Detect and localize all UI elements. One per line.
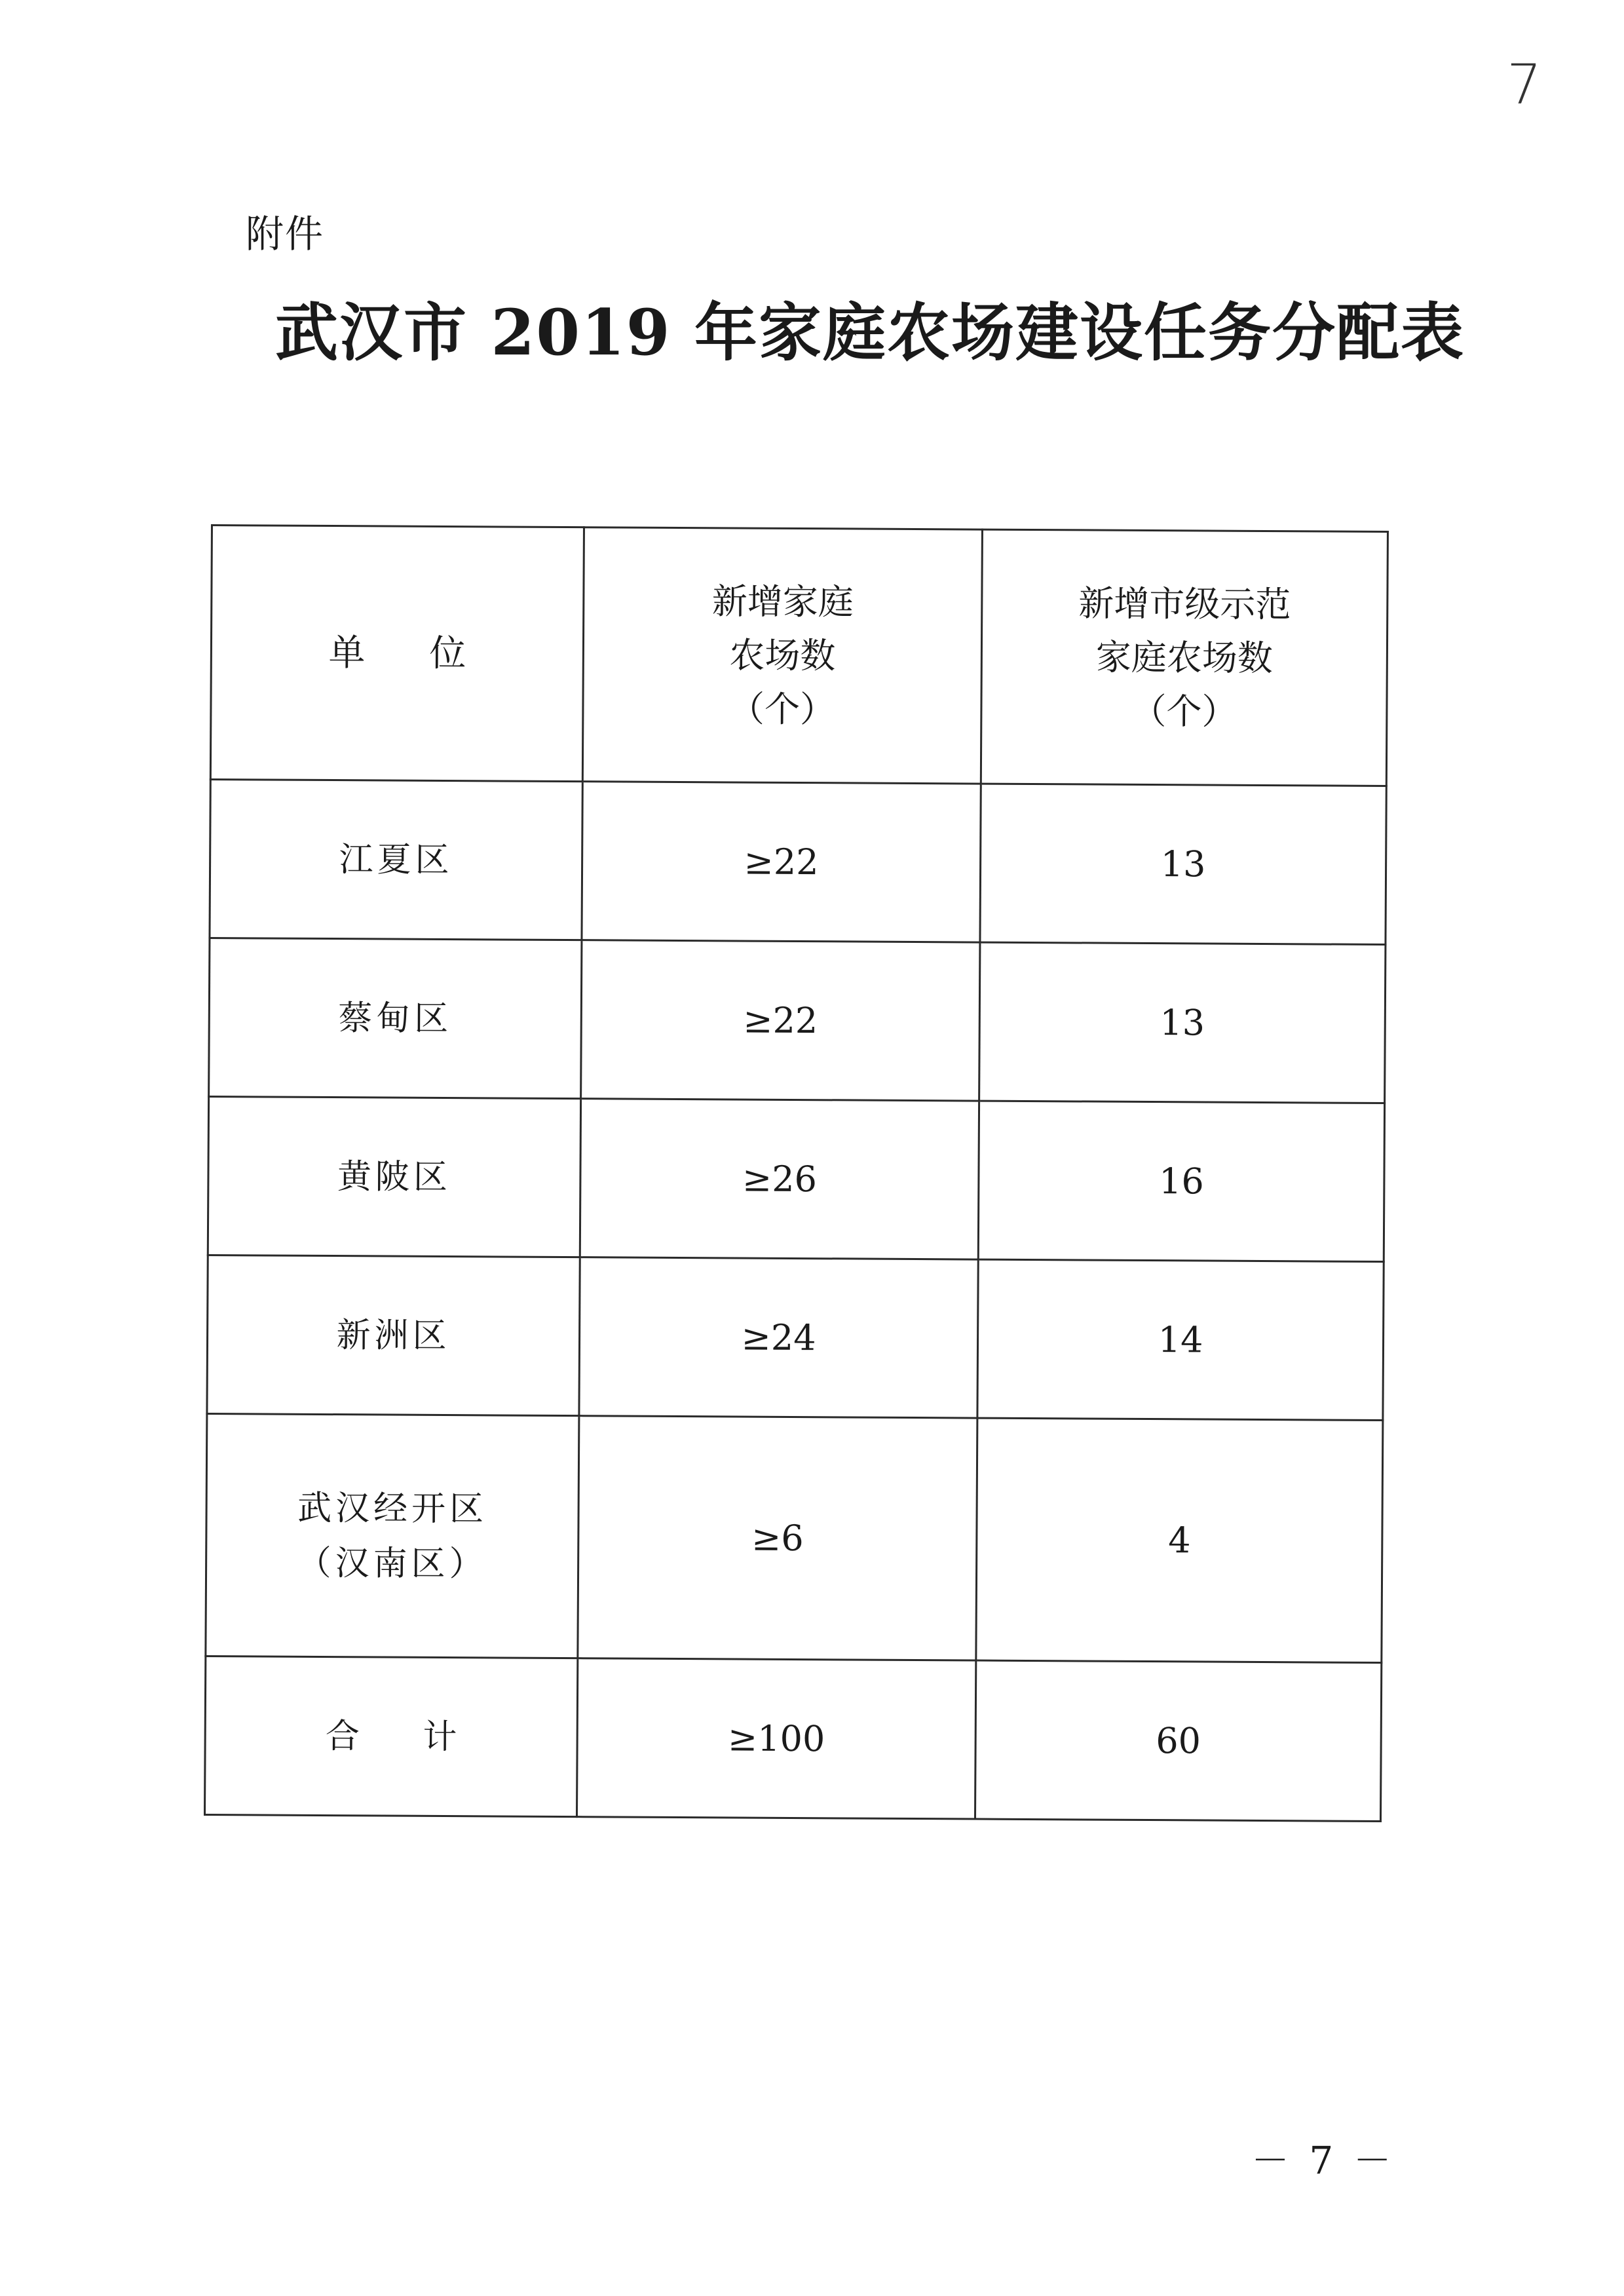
table-row	[206, 1413, 1383, 1662]
row-name	[209, 938, 582, 1098]
attachment-label: 附件	[246, 212, 325, 256]
total-new-farms: ≥100	[576, 1658, 975, 1819]
row-new-farms: ≥22	[581, 940, 980, 1101]
allocation-table-container	[204, 524, 1387, 1822]
header-unit-label: 单 位	[328, 631, 493, 675]
row-new-farms: ≥22	[582, 782, 981, 942]
row-name-line-2: （汉南区）	[297, 1543, 487, 1584]
row-name-line: 江夏区	[339, 839, 453, 880]
table-row	[208, 1096, 1384, 1261]
header-unit	[210, 526, 584, 782]
table-header-row	[210, 526, 1388, 786]
row-name	[206, 1413, 579, 1658]
row-name-line: 黄陂区	[337, 1157, 452, 1197]
total-new-demo-farms: 60	[975, 1660, 1381, 1821]
row-name-line: 蔡甸区	[338, 998, 453, 1039]
header-new-farms-line-2: 农场数	[729, 634, 836, 676]
row-new-farms: ≥24	[579, 1257, 978, 1418]
header-new-farms-line-1: 新增家庭	[711, 580, 854, 622]
table-row	[210, 780, 1386, 945]
total-name	[205, 1656, 578, 1816]
row-new-demo-farms: 13	[979, 942, 1386, 1103]
page-number: － 7 －	[1251, 2138, 1395, 2183]
header-new-farms-line-3: （个）	[728, 687, 836, 730]
row-name-line: 新洲区	[336, 1315, 451, 1356]
header-new-demo-farms-line-1: 新增市级示范	[1078, 582, 1291, 625]
allocation-table	[204, 524, 1389, 1822]
row-name	[207, 1255, 580, 1415]
row-name	[210, 780, 582, 940]
row-new-farms: ≥26	[580, 1099, 979, 1259]
row-new-demo-farms: 16	[978, 1101, 1384, 1261]
header-new-demo-farms	[981, 529, 1388, 786]
total-name-label: 合 计	[325, 1716, 483, 1757]
table-row	[209, 938, 1386, 1103]
header-new-farms	[582, 527, 982, 784]
row-new-farms: ≥6	[578, 1416, 977, 1660]
row-new-demo-farms: 13	[980, 784, 1386, 944]
document-title: 武汉市 2019 年家庭农场建设任务分配表	[275, 296, 1465, 370]
row-name-line-1: 武汉经开区	[297, 1488, 488, 1529]
table-row	[207, 1255, 1384, 1420]
header-new-demo-farms-line-3: （个）	[1131, 690, 1237, 733]
row-new-demo-farms: 4	[976, 1418, 1383, 1662]
corner-page-mark: 7	[1507, 52, 1542, 117]
row-new-demo-farms: 14	[977, 1259, 1384, 1420]
header-new-demo-farms-line-2: 家庭农场数	[1095, 636, 1274, 679]
table-total-row	[205, 1656, 1382, 1821]
row-name	[208, 1096, 580, 1257]
